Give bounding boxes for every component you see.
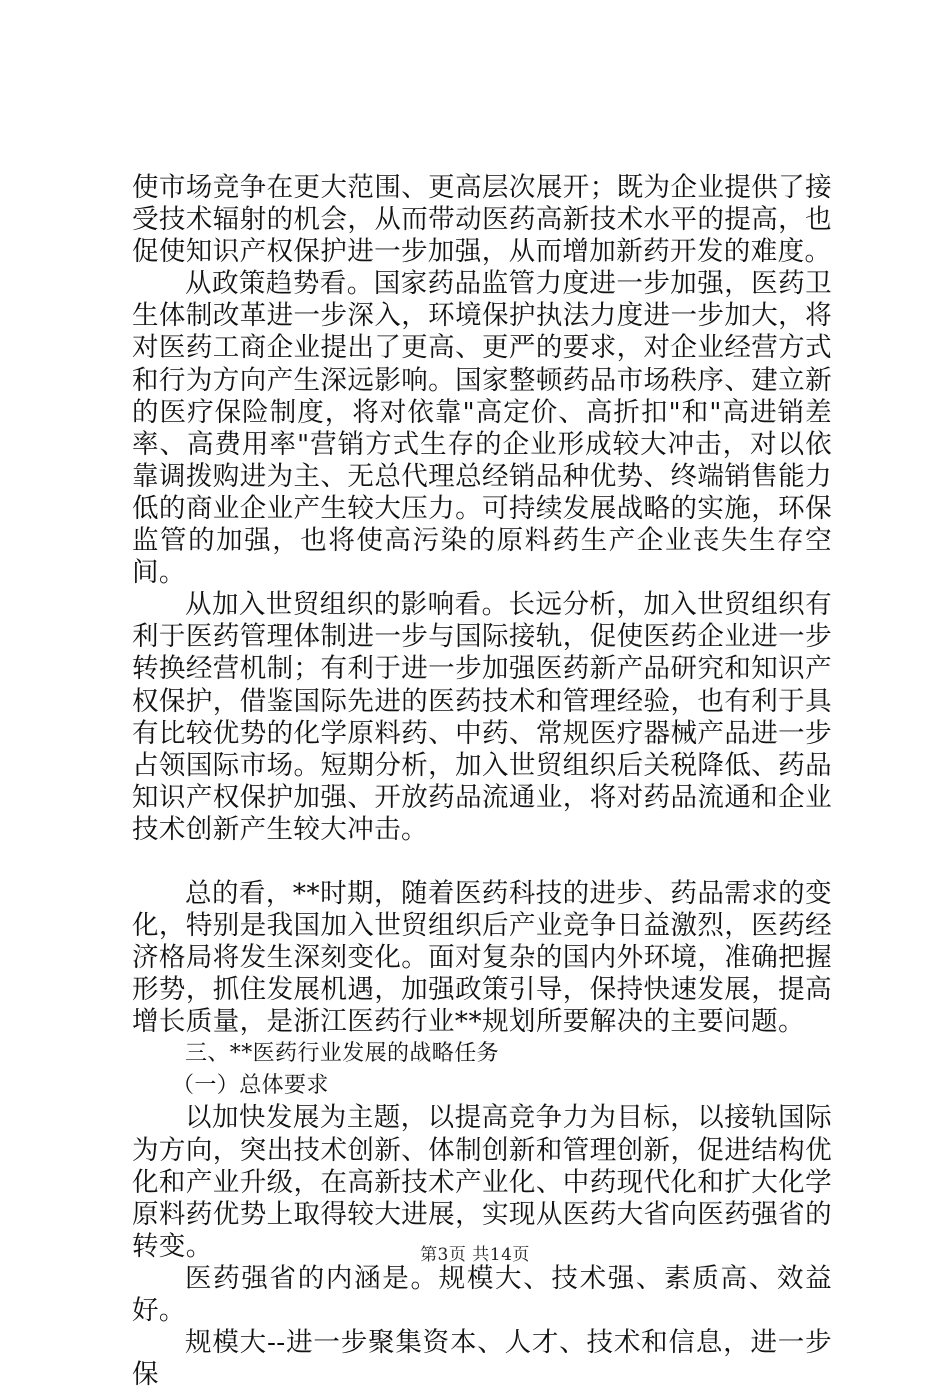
paragraph-strong-province: 医药强省的内涵是。规模大、技术强、素质高、效益好。 xyxy=(132,1262,832,1326)
section-heading: 三、**医药行业发展的战略任务 xyxy=(185,1041,500,1067)
paragraph-summary: 总的看，**时期，随着医药科技的进步、药品需求的变化，特别是我国加入世贸组织后产业竞争日益激烈，医药经济格局将发生深刻变化。面对复杂的国内外环境，准确把握形势，抓住发展机遇，加强政策引导，保持快速发展，提高增长质量，是浙江医药行业**规划所要解决的主要问题。 xyxy=(132,877,832,1038)
paragraph-wto-impact: 从加入世贸组织的影响看。长远分析，加入世贸组织有利于医药管理体制进一步与国际接轨，促使医药企业进一步转换经营机制；有利于进一步加强医药新产品研究和知识产权保护，借鉴国际先进的医药技术和管理经验，也有利于具有比较优势的化学原料药、中药、常规医疗器械产品进一步占领国际市场。短期分析，加入世贸组织后关税降低、药品知识产权保护加强、开放药品流通业，将对药品流通和企业技术创新产生较大冲击。 xyxy=(132,589,832,845)
document-body xyxy=(132,172,832,1391)
paragraph-continuation: 使市场竞争在更大范围、更高层次展开；既为企业提供了接受技术辐射的机会，从而带动医药高新技术水平的提高，也促使知识产权保护进一步加强，从而增加新药开发的难度。 xyxy=(132,172,832,268)
page-footer: 第3页 共14页 xyxy=(420,1245,530,1265)
paragraph-policy-trend: 从政策趋势看。国家药品监管力度进一步加强，医药卫生体制改革进一步深入，环境保护执法力度进一步加大，将对医药工商企业提出了更高、更严的要求，对企业经营方式和行为方向产生深远影响。国家整顿药品市场秩序、建立新的医疗保险制度，将对依靠"高定价、高折扣"和"高进销差率、高费用率"营销方式生存的企业形成较大冲击，对以依靠调拨购进为主、无总代理总经销品种优势、终端销售能力低的商业企业产生较大压力。可持续发展战略的实施，环保监管的加强，也将使高污染的原料药生产企业丧失生存空间。 xyxy=(132,268,832,589)
paragraph-large-scale: 规模大--进一步聚集资本、人才、技术和信息，进一步保 xyxy=(132,1327,832,1391)
paragraph-overall-requirements: 以加快发展为主题，以提高竞争力为目标，以接轨国际为方向，突出技术创新、体制创新和管理创新，促进结构优化和产业升级，在高新技术产业化、中药现代化和扩大化学原料药优势上取得较大进展，实现从医药大省向医药强省的转变。 xyxy=(132,1102,832,1262)
subsection-heading: （一）总体要求 xyxy=(172,1073,329,1099)
paragraph-gap xyxy=(132,846,832,878)
